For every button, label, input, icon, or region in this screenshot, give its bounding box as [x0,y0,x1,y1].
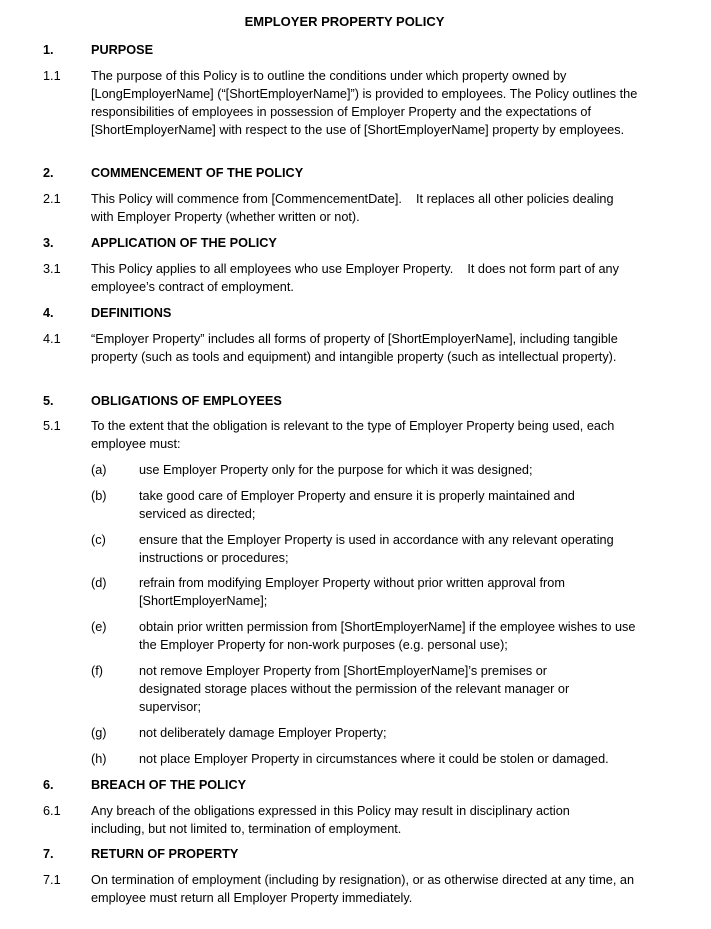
list-item-label: (d) [91,576,107,590]
document-title: EMPLOYER PROPERTY POLICY [244,14,445,29]
section-4-number: 4. [43,306,54,320]
clause-7-1-number: 7.1 [43,873,61,887]
clause-3-1-text: This Policy applies to all employees who use Employer Property. It does not form part of any employee’s contract of employment. [91,262,623,294]
clause-2-1-text: This Policy will commence from [CommencementDate]. It replaces all other policies dealing with Employer Property (whether written or not). [91,192,618,224]
clause-4-1-text: “Employer Property” includes all forms of property of [ShortEmployerName], including tangible property (such as tools and equipment) and intangible property (such as intellectual property). [91,332,618,364]
section-3-number: 3. [43,236,54,250]
section-3-heading: APPLICATION OF THE POLICY [91,236,277,250]
list-item-text: not deliberately damage Employer Property; [139,726,387,740]
clause-4-1-number: 4.1 [43,332,61,346]
clause-3-1-number: 3.1 [43,262,61,276]
section-2-number: 2. [43,166,54,180]
section-1-heading: PURPOSE [91,43,154,57]
section-6-number: 6. [43,778,54,792]
clause-6-1-text: Any breach of the obligations expressed in this Policy may result in disciplinary action including, but not limited to, termination of employment. [91,804,570,836]
list-item-text: not place Employer Property in circumstances where it could be stolen or damaged. [139,752,609,766]
section-7-heading: RETURN OF PROPERTY [91,847,239,861]
list-item-label: (c) [91,533,106,547]
clause-5-1-number: 5.1 [43,419,61,433]
section-1-number: 1. [43,43,54,57]
section-6-heading: BREACH OF THE POLICY [91,778,247,792]
clause-6-1-number: 6.1 [43,804,61,818]
list-item-text: use Employer Property only for the purpose for which it was designed; [139,463,533,477]
list-item-label: (b) [91,489,107,503]
clause-1-1-text: The purpose of this Policy is to outline the conditions under which property owned by [LongEmployerName] (“[ShortEmployerName]”) is provided to employees. The Policy outlines the responsibilities of employees in possession of Employer Property and the expectations of [ShortEmployerName] with respect to the use of [ShortEmployerName] property by employees. [91,69,638,137]
list-item-label: (e) [91,620,107,634]
list-item-label: (f) [91,664,103,678]
list-item-text: take good care of Employer Property and ensure it is properly maintained and serviced as directed; [139,489,575,521]
clause-2-1-number: 2.1 [43,192,61,206]
clause-1-1-number: 1.1 [43,69,61,83]
section-5-heading: OBLIGATIONS OF EMPLOYEES [91,394,282,408]
list-item-label: (g) [91,726,107,740]
section-2-heading: COMMENCEMENT OF THE POLICY [91,166,304,180]
list-item-text: not remove Employer Property from [ShortEmployerName]’s premises or designated storage places without the permission of the relevant manager or supervisor; [139,664,570,714]
list-item-text: obtain prior written permission from [ShortEmployerName] if the employee wishes to use the Employer Property for non-work purposes (e.g. personal use); [139,620,636,652]
list-item-label: (a) [91,463,107,477]
section-7-number: 7. [43,847,54,861]
list-item-label: (h) [91,752,107,766]
clause-5-1-text: To the extent that the obligation is relevant to the type of Employer Property being used, each employee must: [91,419,615,451]
list-item-text: ensure that the Employer Property is used in accordance with any relevant operating instructions or procedures; [139,533,614,565]
section-5-number: 5. [43,394,54,408]
list-item-text: refrain from modifying Employer Property without prior written approval from [ShortEmployerName]; [139,576,565,608]
clause-7-1-text: On termination of employment (including by resignation), or as otherwise directed at any time, an employee must return all Employer Property immediately. [91,873,635,905]
section-4-heading: DEFINITIONS [91,306,172,320]
